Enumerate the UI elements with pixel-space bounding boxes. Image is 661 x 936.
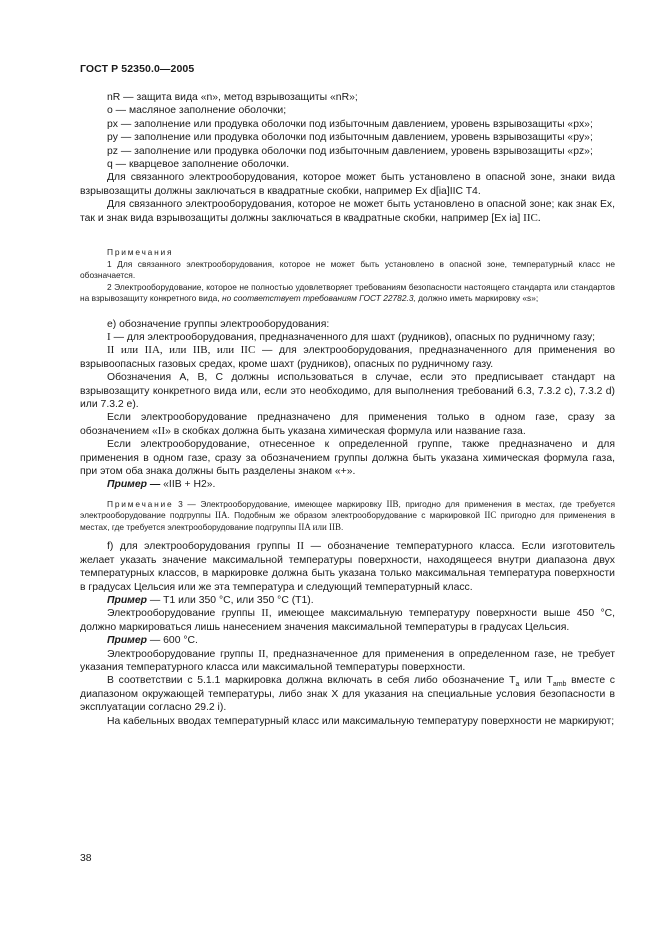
example-600-paragraph [80,634,615,647]
group-i-mark: I [107,330,111,343]
example-value: — 600 °С. [149,635,198,647]
paragraph-cable-entries: На кабельных вводах температурный класс или максимальную температуру поверхности не маркируют; [107,715,615,727]
example-label: Пример [107,635,147,647]
paragraph-abc-designations: Обозначения А, В, С должны использоваться в случае, если это предписывает стандарт на взрывозащиту конкретного вида или, если это необходимо, для выполнения требований 6.3, 7.3.2 с), 7.3.2 d) или 7.3.2 е). [80,372,615,410]
notes-title: Примечания [107,247,174,258]
note-3-mark-iic: IIC [484,510,497,521]
subscript-a: a [515,681,520,689]
note-1: 1 Для связанного электрооборудования, которое не может быть установлено в опасной зоне, температурный класс не обозначается. [80,258,615,281]
group-ii-mark: II [258,647,266,660]
page-header-standard-number: ГОСТ Р 52350.0—2005 [80,63,195,75]
example-value: — Т1 или 350 °С, или 350 °С (Т1). [149,594,314,606]
note-2 [80,282,615,305]
note-3 [80,499,615,534]
note-3-text-a: 3 — Электрооборудование, имеющее маркировку [178,498,382,509]
example-value: «IIB + H2». [163,479,216,491]
group-ii-paragraph [80,344,615,371]
note-3-label: Примечание [107,498,174,509]
example-label: Пример [107,594,147,606]
group-ii-text: — для электрооборудования, предназначенного для применения во взрывоопасных газовых средах, кроме шахт (рудников), опасных по рудничному газу. [80,345,615,370]
paragraph-one-gas-a: Если электрооборудование предназначено для применения только в одном газе, сразу за обозначением « [80,412,615,437]
note-3-text-c: . Подобным же образом электрооборудование с маркировкой [227,510,481,521]
note-2-text-a: 2 Электрооборудование, которое не полностью удовлетворяет требованиям безопасности настоящего стандарта или стандартов на взрывозащиту конкретного вида, [80,281,615,304]
paragraph-text: Для связанного электрооборудования, которое не может быть установлено в опасной зоне; как знак Ex, так и знак вида взрывозащиты должны заключаться в квадратные скобки, например [Ex ia] [80,199,615,224]
paragraph-gas-a: Электрооборудование группы [107,648,254,660]
page-number: 38 [80,853,92,864]
note-3-text-d: пригодно для применения в местах, где требуется электрооборудование подгруппы [80,510,616,532]
paragraph-one-gas [80,411,615,438]
note-2-text-b: должно иметь маркировку «s»; [418,293,539,304]
group-mark: IIC. [523,211,541,224]
note-3-mark-iia-iib: IIA или IIB [298,521,342,532]
notes-block [80,247,615,305]
list-item-py: py — заполнение или продувка оболочки под избыточным давлением, уровень взрывозащиты «py»; [107,132,593,144]
paragraph-511-b: вместе с диапазоном окружающей температуры, либо знак Х для указания на специальные условия безопасности в эксплуатации согласно 29.2 i). [80,675,616,714]
item-f-text-a: f) для электрооборудования группы [107,541,291,553]
group-ii-mark: II [157,424,166,437]
group-i-text: — для электрооборудования, предназначенного для шахт (рудников), опасных по рудничному газу; [113,331,596,343]
paragraph-511-a: В соответствии с 5.1.1 маркировка должна включать в себя либо обозначение Т [107,675,516,687]
group-i-paragraph [80,331,615,344]
list-item-nr: nR — защита вида «n», метод взрывозащиты «nR»; [107,92,358,103]
note-3-text-b: , пригодно для применения в местах, где требуется электрооборудование подгруппы [80,498,615,521]
example-temperature-paragraph [80,594,615,607]
paragraph-group-gas: Если электрооборудование, отнесенное к определенной группе, также предназначено и для применения в одном газе, сразу за обозначением группы должна быть указана химическая формула газа, при этом оба знака должны быть разделены знаком «+». [80,439,615,478]
item-f-mark-ii: II [296,540,305,553]
note-3-end: . [341,521,344,532]
note-3-mark-iib: IIB [386,498,399,509]
group-ii-mark: II [261,607,269,620]
paragraph-450-a: Электрооборудование группы [107,608,256,620]
example-gas-paragraph [80,478,615,491]
list-item-px: px — заполнение или продувка оболочки под избыточным давлением, уровень взрывозащиты «px»; [107,118,593,130]
paragraph-associated-nonhazardous [80,198,615,225]
list-item-o: о — масляное заполнение оболочки; [107,105,287,117]
item-f-paragraph [80,540,615,594]
item-f-text-b: — обозначение температурного класса. Если изготовитель желает указать значение максимальной температуры поверхности, находящееся внутри диапазона двух температурных классов, в маркировке должна быть указана только максимальная температура поверхности в градусах Цельсия или же эта температура и следующий температурный класс. [80,541,615,593]
list-item-q: q — кварцевое заполнение оболочки. [107,159,290,171]
item-e-heading: е) обозначение группы электрооборудования: [107,318,330,330]
list-item-pz: pz — заполнение или продувка оболочки под избыточным давлением, уровень взрывозащиты «pz»; [107,145,593,157]
paragraph-450-b: , имеющее максимальную температуру поверхности выше 450 °С, должно маркироваться лишь нанесением значения максимальной температуры в градусах Цельсия. [80,608,615,633]
note-2-emphasis: но соответствует требованиям ГОСТ 22782.3, [221,293,416,304]
example-label: Пример — [107,479,161,491]
subscript-amb: amb [552,681,567,689]
paragraph-associated-hazardous: Для связанного электрооборудования, которое может быть установлено в опасной зоне, знаки вида взрывозащиты должны заключаться в квадратные скобки, например Ex d[ia]IIC T4. [80,172,615,197]
paragraph-511-or: или Т [524,675,553,687]
paragraph-one-gas-b: » в скобках должна быть указана химическая формула или название газа. [165,425,526,437]
note-3-mark-iia: IIA [215,510,228,521]
group-ii-mark: II или IIA, или IIB, или IIC [107,344,256,357]
paragraph-511 [80,674,615,714]
paragraph-gas-b: , предназначенное для применения в определенном газе, не требует указания температурного класса или максимальной температуры поверхности. [80,648,615,673]
paragraph-450 [80,607,615,634]
paragraph-specific-gas [80,648,615,675]
page-body [80,91,615,728]
